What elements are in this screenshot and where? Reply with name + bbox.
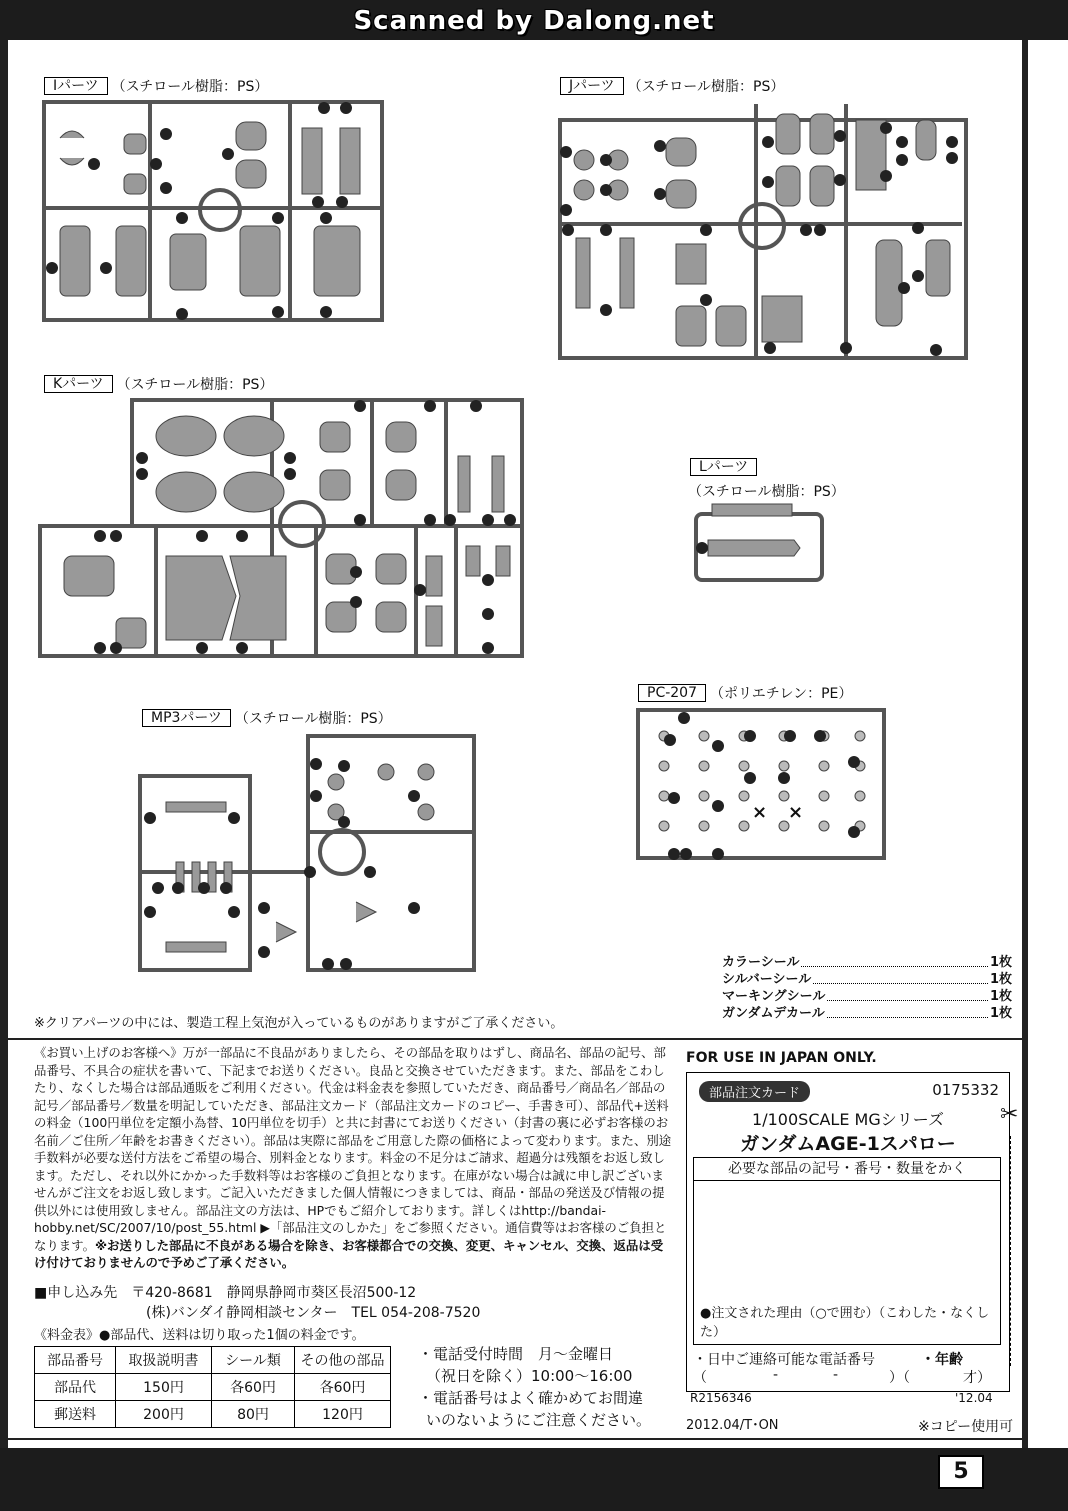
table-cell: 各60円 [212, 1374, 295, 1401]
extra-item [722, 1005, 1012, 1022]
phone-line: ・電話受付時間 月〜金曜日 [418, 1345, 614, 1363]
table-cell: 200円 [116, 1401, 212, 1428]
svg-text:×: × [752, 802, 768, 823]
field-dash: - [833, 1367, 839, 1383]
phone-hours [418, 1343, 678, 1431]
j-parts-label [560, 76, 784, 96]
product-code: 0175332 [932, 1081, 999, 1099]
mp3-parts-label [142, 708, 392, 728]
phone-line: ・電話番号はよく確かめてお間違 [418, 1389, 644, 1407]
pc-parts-material: （ポリエチレン：PE） [710, 686, 853, 702]
extra-item [722, 971, 1012, 988]
k-parts-material: （スチロール樹脂：PS） [116, 377, 274, 393]
issue-code: 2012.04/T･ON [686, 1418, 779, 1433]
address-block [34, 1283, 480, 1323]
table-row [35, 1401, 391, 1428]
included-extras [722, 954, 1012, 1022]
field-bracket: （ [693, 1370, 707, 1386]
reference-date: '12.04 [955, 1391, 993, 1405]
i-parts-material: （スチロール樹脂：PS） [111, 79, 269, 95]
table-cell: 部品代 [35, 1374, 116, 1401]
parts-order-card [686, 1072, 1010, 1392]
order-reason: ●注文された理由（○で囲む）（こわした・なくした） [700, 1306, 990, 1340]
table-header-cell: その他の部品 [295, 1347, 391, 1374]
l-parts-label [690, 458, 757, 476]
table-row [35, 1347, 391, 1374]
mp3-parts-material: （スチロール樹脂：PS） [234, 711, 392, 727]
address-center: (株)バンダイ静岡相談センター TEL 054-208-7520 [146, 1305, 481, 1321]
svg-text:×: × [788, 802, 804, 823]
table-cell: 各60円 [295, 1374, 391, 1401]
i-parts-label [44, 76, 268, 96]
extra-qty: 1枚 [989, 955, 1012, 970]
l-parts-sprue [692, 500, 826, 584]
order-entry-box[interactable] [693, 1157, 1001, 1345]
notice-warning: ※お送りした部品に不良がある場合を除き、お客様都合での交換、変更、キャンセル、交換、返品は受け付けておりませんので予めご了承ください。 [34, 1237, 664, 1270]
extra-name: カラーシール [722, 955, 800, 970]
table-cell: 150円 [116, 1374, 212, 1401]
table-header-cell: 部品番号 [35, 1347, 116, 1374]
footer-divider [8, 1438, 1028, 1440]
order-card-badge: 部品注文カード [699, 1081, 810, 1102]
extra-qty: 1枚 [989, 972, 1012, 987]
i-parts-sprue [40, 98, 386, 324]
notice-text: 《お買い上げのお客様へ》万が一部品に不良品がありましたら、その部品を取りはずし、商品名、部品の記号、部品番号、不具合の症状を書いて、下記までお送りください。良品と交換させていただきます。また、部品をこわしたり、なくした場合は部品通販をご利用ください。代金は料金表を参照していただき、商品番号／商品名／部品の記号／部品番号／数量を明記していただき、部品注文カード（部品注文カードのコピー、手書き可）、部品代+送料の料金（100円単位を定額小為替、10円単位を切手）と共に封書にてお送りください（封書の裏に必ずお客様のお名前／ご住所／年齢をお書きください）。部品は実際に部品をご用意した際の価格によって変わります。また、別途手数料が必要な送付方法をご希望の場合、別料金となります。料金の不足分はご請求、超過分は残額をお返し致します。ただし、それ以外にかかった手数料等はお客様のご負担となります。在庫がない場合は誠に申し訳ございませんがご注文をお返し致します。ご記入いただきました個人情報につきましては、商品・部品の発送及び情報の提供以外には使用致しません。部品注文の方法は、HPでもご紹介しております。詳しくはhttp://bandai-hobby.net/SC/2007/10/post_55.html ▶「部品注文のしかた」をご参照ください。通信費等はお客様のご負担となります。 [34, 1045, 672, 1253]
pc-parts-name: PC-207 [638, 684, 706, 702]
fee-table [34, 1346, 391, 1428]
extra-name: シルバーシール [722, 972, 812, 987]
mp3-parts-name: MP3パーツ [142, 709, 231, 727]
extra-name: マーキングシール [722, 989, 826, 1004]
table-header-cell: 取扱説明書 [116, 1347, 212, 1374]
bottom-bar [0, 1448, 1068, 1511]
order-entry-header: 必要な部品の記号・番号・数量をかく [694, 1158, 1000, 1181]
product-name: ガンダムAGE-1スパロー [740, 1133, 956, 1155]
i-parts-name: Iパーツ [44, 77, 108, 95]
l-parts-name: Lパーツ [690, 458, 757, 476]
table-row [35, 1374, 391, 1401]
j-parts-sprue [556, 100, 970, 362]
clear-parts-note: ※クリアパーツの中には、製造工程上気泡が入っているものがありますがご了承ください。 [34, 1016, 564, 1031]
scan-banner: Scanned by Dalong.net [353, 6, 715, 36]
daytime-phone-label: ・日中ご連絡可能な電話番号 [693, 1352, 875, 1368]
l-parts-material: （スチロール樹脂：PS） [688, 484, 845, 500]
age-label: ・年齢 [921, 1352, 963, 1368]
j-parts-name: Jパーツ [560, 77, 624, 95]
extra-item [722, 954, 1012, 971]
right-bar [1022, 40, 1068, 1450]
section-divider [8, 1038, 1028, 1040]
table-cell: 郵送料 [35, 1401, 116, 1428]
k-parts-name: Kパーツ [44, 375, 113, 393]
scissors-icon: ✂ [1000, 1102, 1019, 1127]
k-parts-sprue [36, 396, 526, 660]
phone-line: いのないようにご注意ください。 [426, 1411, 652, 1429]
japan-only-label: FOR USE IN JAPAN ONLY. [686, 1050, 877, 1066]
reference-code: R2156346 [690, 1391, 752, 1405]
extra-item [722, 988, 1012, 1005]
l-parts-material-label [688, 481, 845, 501]
address-line: ■申し込み先 〒420-8681 静岡県静岡市葵区長沼500-12 [34, 1285, 417, 1301]
table-cell: 120円 [295, 1401, 391, 1428]
extra-name: ガンダムデカール [722, 1006, 825, 1021]
field-dash: - [773, 1367, 779, 1383]
page-number: 5 [938, 1455, 984, 1489]
cut-line [1010, 1136, 1011, 1366]
k-parts-label [44, 374, 273, 394]
extra-qty: 1枚 [989, 989, 1012, 1004]
j-parts-material: （スチロール樹脂：PS） [627, 79, 785, 95]
left-bar [0, 40, 8, 1450]
pc-parts-sprue [634, 706, 888, 862]
phone-line: （祝日を除く）10:00〜16:00 [426, 1367, 633, 1385]
table-header-cell: シール類 [212, 1347, 295, 1374]
field-bracket: ）（ [889, 1370, 910, 1386]
field-bracket: 才） [963, 1370, 991, 1386]
mp3-parts-sprue [136, 732, 480, 974]
extra-qty: 1枚 [989, 1006, 1012, 1021]
product-scale: 1/100SCALE MGシリーズ [752, 1110, 944, 1129]
table-cell: 80円 [212, 1401, 295, 1428]
fee-table-header: 《料金表》●部品代、送料は切り取った1個の料金です。 [34, 1328, 365, 1343]
copy-allowed-note: ※コピー使用可 [918, 1419, 1014, 1435]
pc-parts-label [638, 683, 852, 703]
customer-notice [34, 1044, 674, 1272]
